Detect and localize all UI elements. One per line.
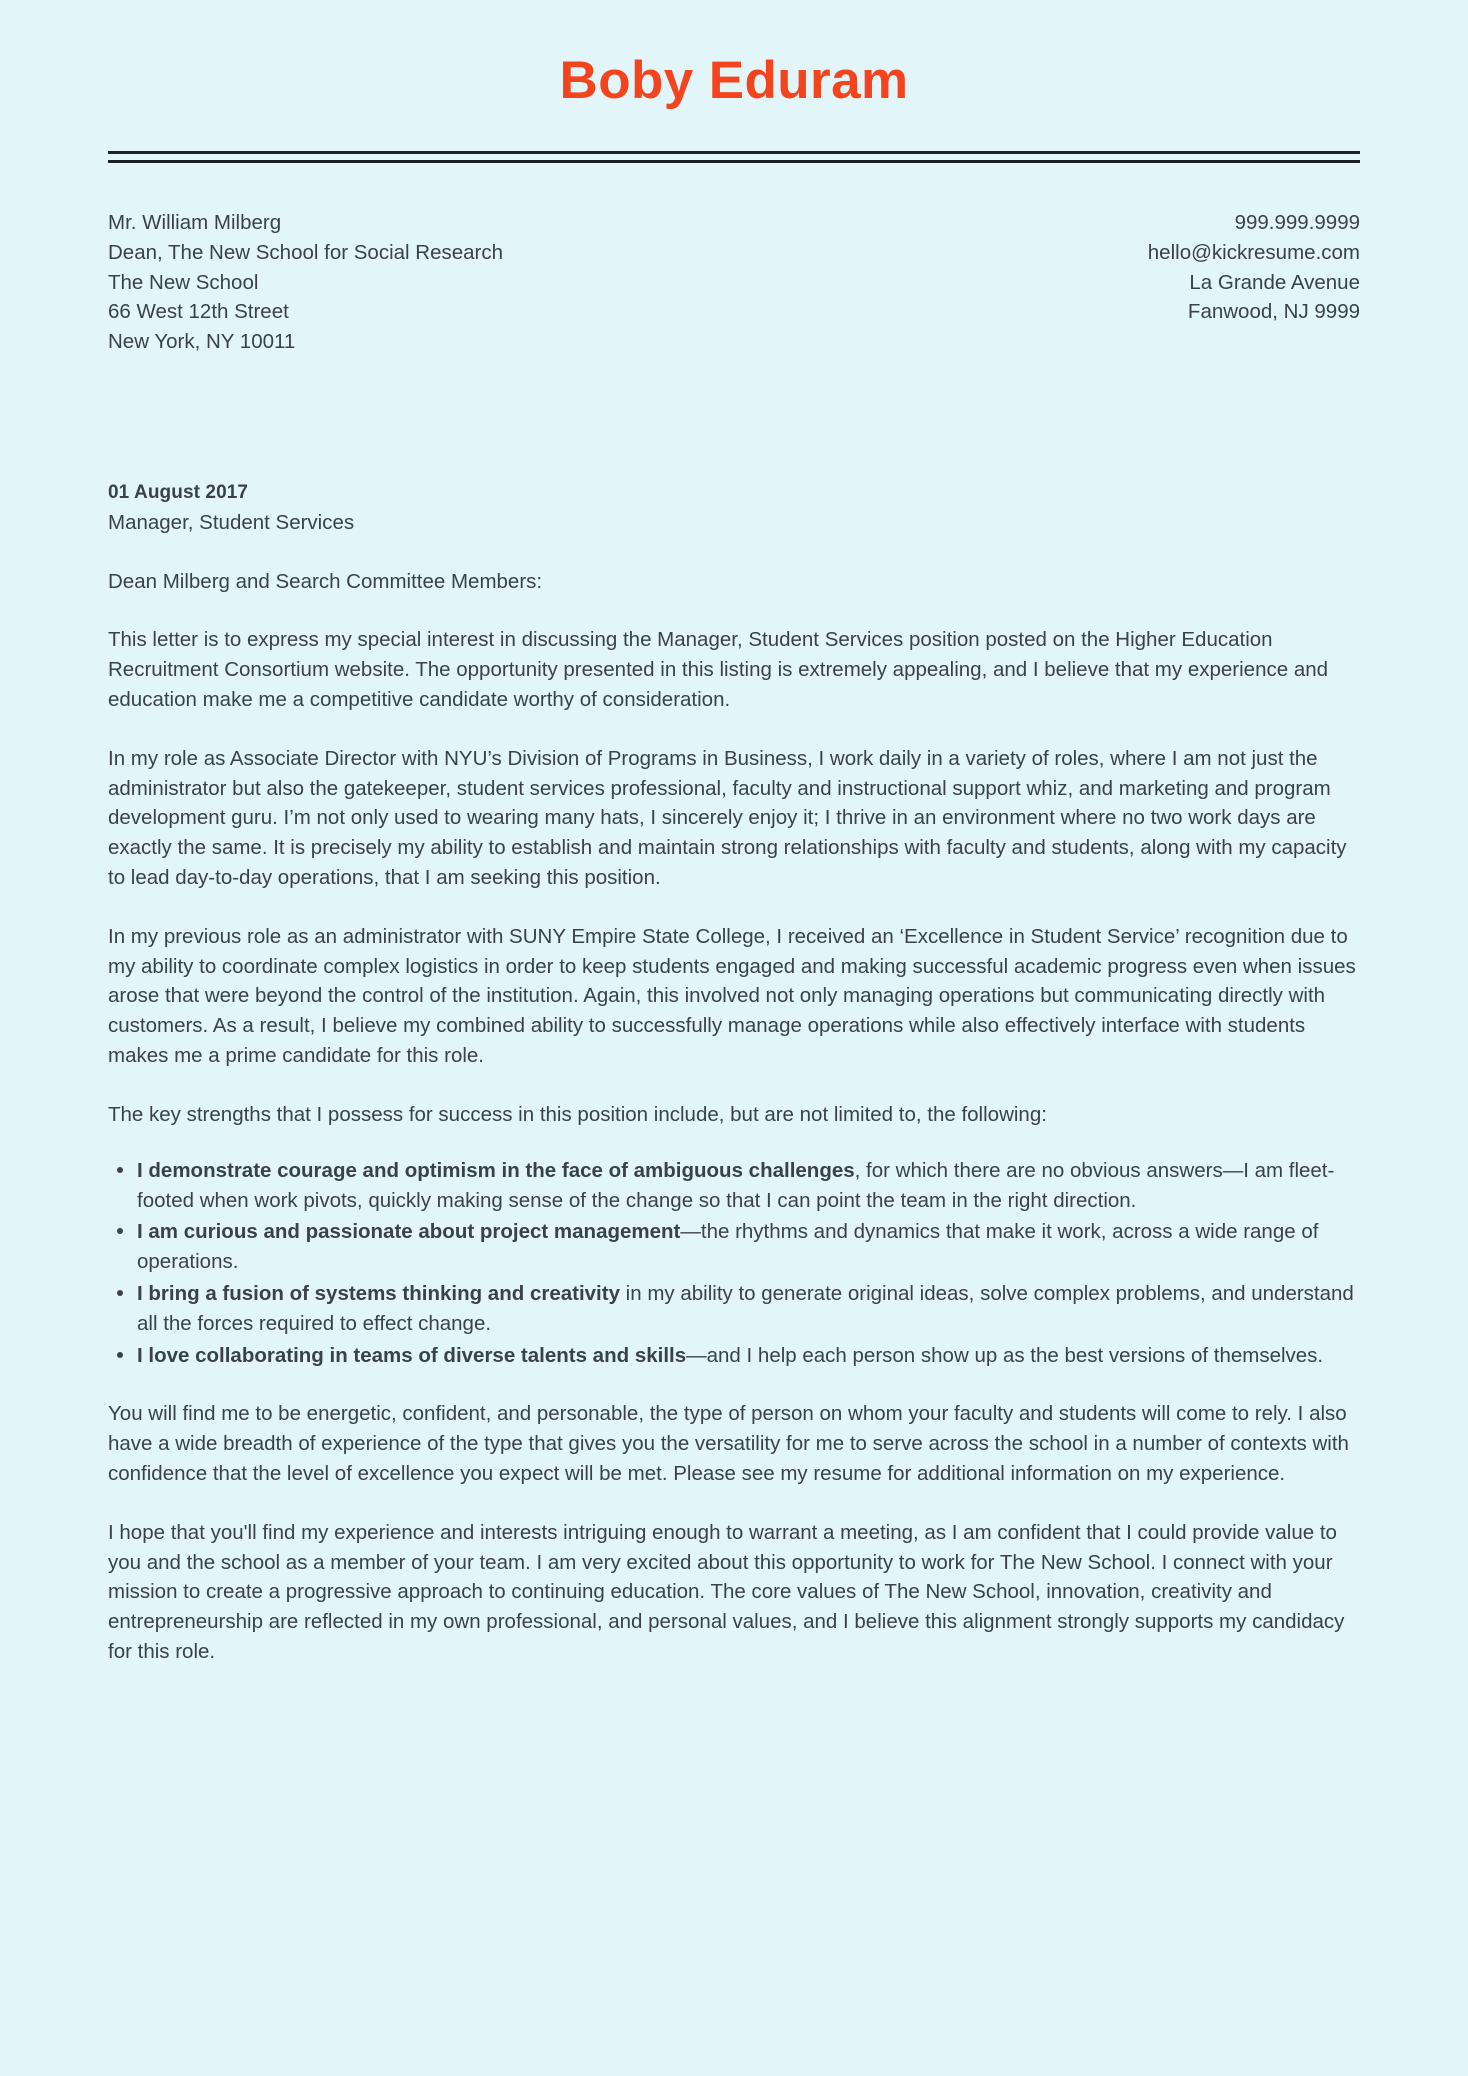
letter-body	[108, 479, 1360, 1667]
header-divider	[108, 151, 1360, 165]
letter-subject: Manager, Student Services	[108, 510, 355, 534]
bullet-body-text: —and I help each person show up as the best versions of themselves.	[686, 1343, 1324, 1367]
bullet-body-text: , for which there are no obvious answers—I am fleet-footed when work pivots, quickly making sense of the change so that I can point the team in the right direction.	[137, 1158, 1335, 1212]
bullet-body-text: —the rhythms and dynamics that make it work, across a wide range of operations.	[137, 1220, 1319, 1274]
list-item	[108, 1217, 1360, 1277]
recipient-line: Dean, The New School for Social Research	[108, 240, 504, 264]
letter-paragraph: This letter is to express my special interest in discussing the Manager, Student Services position posted on the Higher Education Recruitment Consortium website. The opportunity presented in this listing is extremely appealing, and I believe that my experience and education make me a competitive candidate worthy of consideration.	[108, 628, 1329, 711]
bullet-lead-text: I love collaborating in teams of diverse talents and skills	[137, 1343, 687, 1367]
sender-line: hello@kickresume.com	[1147, 240, 1360, 264]
letter-salutation: Dean Milberg and Search Committee Members:	[108, 569, 543, 593]
recipient-line: New York, NY 10011	[108, 330, 296, 354]
sender-contact	[1148, 208, 1360, 327]
letter-paragraph: In my role as Associate Director with NYU’s Division of Programs in Business, I work daily in a variety of roles, where I am not just the administrator but also the gatekeeper, student services professional, faculty and instructional support whiz, and marketing and program development guru. I’m not only used to wearing many hats, I sincerely enjoy it; I thrive in an environment where no two work days are exactly the same. It is precisely my ability to establish and maintain strong relationships with faculty and students, along with my capacity to lead day-to-day operations, that I am seeking this position.	[108, 746, 1347, 890]
bullet-lead-text: I bring a fusion of systems thinking and creativity	[137, 1281, 620, 1305]
bullet-body-text: in my ability to generate original ideas, solve complex problems, and understand all the forces required to effect change.	[137, 1281, 1354, 1335]
letter-paragraph: The key strengths that I possess for success in this position include, but are not limited to, the following:	[108, 1102, 1047, 1126]
page-title: Boby Eduram	[559, 51, 909, 110]
list-item	[108, 1341, 1360, 1371]
recipient-address	[108, 208, 503, 357]
list-item	[108, 1156, 1360, 1216]
letter-paragraphs	[108, 625, 1360, 1129]
letter-closing-paragraph: I hope that you'll find my experience and interests intriguing enough to warrant a meeting, as I am confident that I could provide value to you and the school as a member of your team. I am very excited about this opportunity to work for The New School. I connect with your mission to create a progressive approach to continuing education. The core values of The New School, innovation, creativity and entrepreneurship are reflected in my own professional, and personal values, and I believe this alignment strongly supports my candidacy for this role.	[108, 1520, 1345, 1664]
letter-paragraph: In my previous role as an administrator with SUNY Empire State College, I received an ‘Excellence in Student Service’ recognition due to my ability to coordinate complex logistics in order to keep students engaged and making successful academic progress even when issues arose that were beyond the control of the institution. Again, this involved not only managing operations but communicating directly with customers. As a result, I believe my combined ability to successfully manage operations while also effectively interface with students makes me a prime candidate for this role.	[108, 924, 1356, 1068]
recipient-line: 66 West 12th Street	[108, 300, 289, 324]
divider-line-top	[108, 151, 1360, 154]
recipient-line: The New School	[108, 270, 259, 294]
contact-row	[108, 208, 1360, 357]
letter-closing-paragraphs	[108, 1399, 1360, 1667]
key-strengths-list	[108, 1156, 1360, 1371]
recipient-line: Mr. William Milberg	[108, 211, 282, 234]
divider-line-bottom	[108, 160, 1360, 163]
bullet-lead-text: I am curious and passionate about project management	[137, 1220, 681, 1244]
letter-closing-paragraph: You will find me to be energetic, confident, and personable, the type of person on whom your faculty and students will come to rely. I also have a wide breadth of experience of the type that gives you the versatility for me to serve across the school in a number of contexts with confidence that the level of excellence you expect will be met. Please see my resume for additional information on my experience.	[108, 1402, 1349, 1486]
letter-date: 01 August 2017	[108, 482, 249, 504]
bullet-lead-text: I demonstrate courage and optimism in the face of ambiguous challenges	[137, 1158, 855, 1182]
sender-line: La Grande Avenue	[1189, 270, 1360, 294]
sender-line: Fanwood, NJ 9999	[1187, 300, 1360, 324]
list-item	[108, 1279, 1360, 1339]
sender-line: 999.999.9999	[1234, 211, 1360, 234]
